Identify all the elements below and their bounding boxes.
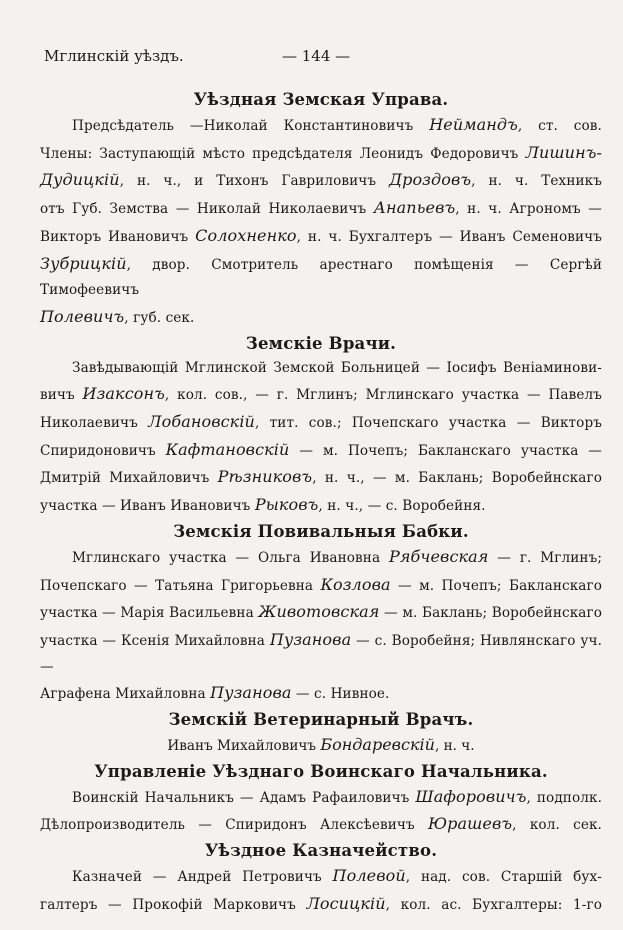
text-line: Казначей — Андрей Петровичъ Полевой, над. сов. Старшій бух-: [72, 866, 602, 886]
text-line: вичъ Изаксонъ, кол. сов., — г. Мглинъ; Мглинскаго участка — Павелъ: [40, 384, 603, 404]
text-line: Полевичъ, губ. сек.: [40, 306, 195, 326]
text-line: Мглинскаго участка — Ольга Ивановна Рябчевская — г. Мглинъ;: [72, 546, 602, 566]
person-surname: Кафтановскій: [165, 439, 290, 459]
section-zemskaya-uprava: [40, 88, 602, 332]
section-veterinarny-vrach: [40, 708, 602, 760]
text-line: отъ Губ. Земства — Николай Николаевичъ Анапьевъ, н. ч. Агрономъ —: [40, 198, 602, 218]
section-kaznacheystvo: [40, 839, 602, 918]
text-line: Николаевичъ Лобановскій, тит. сов.; Почепскаго участка — Викторъ: [40, 412, 602, 432]
text-line: галтеръ — Прокофій Марковичъ Лосицкій, кол. ас. Бухгалтеры: 1-го: [40, 893, 603, 913]
text-line: Воинскій Начальникъ — Адамъ Рафаиловичъ Шафоровичъ, подполк.: [72, 786, 602, 806]
section-title: Уѣздное Казначейство.: [204, 841, 438, 861]
text-line: Члены: Заступающій мѣсто предсѣдателя Леонидъ Федоровичъ Лишинъ-: [40, 142, 602, 162]
text-line: Дѣлопроизводитель — Спиридонъ Алексѣевичъ Юрашевъ, кол. сек.: [40, 814, 602, 834]
person-surname: Зубрицкій: [40, 253, 127, 273]
person-surname: Дроздовъ: [389, 170, 472, 190]
person-surname: Лобановскій: [148, 412, 255, 432]
person-surname: Животовская: [258, 602, 380, 622]
page-header: [44, 46, 583, 66]
person-surname: Лишинъ-: [525, 142, 602, 162]
person-surname: Дудицкій: [40, 170, 120, 190]
section-title: Земскіе Врачи.: [245, 333, 397, 353]
text-line: Аграфена Михайловна Пузанова — с. Нивное.: [40, 683, 390, 703]
section-title: Земскій Ветеринарный Врачъ.: [168, 710, 474, 730]
person-surname: Солохненко: [195, 225, 297, 245]
person-surname: Лосицкій: [306, 893, 386, 913]
section-voinsky-nachalnik: [40, 760, 602, 839]
text-line: Спиридоновичъ Кафтановскій — м. Почепъ; Бакланскаго участка —: [40, 439, 603, 459]
text-line: Викторъ Ивановичъ Солохненко, н. ч. Бухгалтеръ — Иванъ Семеновичъ: [40, 225, 602, 245]
page-number: — 144 —: [282, 47, 351, 65]
text-line: Почепскаго — Татьяна Григорьевна Козлова — м. Почепъ; Бакланскаго: [40, 574, 602, 594]
person-surname: Юрашевъ: [427, 814, 513, 834]
text-line: Предсѣдатель —Николай Константиновичъ Неймандъ, ст. сов.: [72, 115, 602, 134]
person-surname: Шафоровичъ: [415, 786, 527, 806]
person-surname: Полевой: [332, 866, 406, 886]
text-line: Иванъ Михайловичъ Бондаревскій, н. ч.: [167, 735, 475, 755]
person-surname: Рябчевская: [388, 546, 489, 566]
text-line: участка — Ксенія Михайловна Пузанова — с. Воробейня; Нивлянскаго уч. —: [40, 629, 602, 675]
person-surname: Рѣзниковъ: [217, 467, 313, 487]
person-surname: Рыковъ: [254, 495, 319, 515]
text-line: Дмитрій Михайловичъ Рѣзниковъ, н. ч., — м. Баклань; Воробейнскаго: [40, 467, 602, 487]
page-body: [40, 88, 602, 919]
person-surname: Пузанова: [269, 629, 352, 649]
text-line: участка — Марія Васильевна Животовская — м. Баклань; Воробейнскаго: [40, 602, 602, 622]
person-surname: Козлова: [320, 574, 391, 594]
person-surname: Пузанова: [210, 683, 292, 703]
section-title: Земскія Повивальныя Бабки.: [173, 521, 469, 541]
text-line: участка — Иванъ Ивановичъ Рыковъ, н. ч., — с. Воробейня.: [40, 495, 486, 515]
section-povivalnye-babki: [40, 520, 602, 708]
person-surname: Анапьевъ: [373, 198, 456, 218]
person-surname: Бондаревскій: [320, 735, 435, 755]
section-title: Управленіе Уѣзднаго Воинскаго Начальника.: [94, 761, 548, 781]
section-title: Уѣздная Земская Управа.: [193, 90, 449, 109]
section-zemskie-vrachi: [40, 332, 602, 520]
text-line: Завѣдывающій Мглинской Земской Больницей — Іосифъ Веніаминови-: [72, 359, 602, 376]
text-line: Дудицкій, н. ч., и Тихонъ Гавриловичъ Дроздовъ, н. ч. Техникъ: [40, 170, 602, 190]
running-title: Мглинскій уѣздъ.: [44, 47, 184, 65]
text-line: Зубрицкій, двор. Смотритель арестнаго помѣщенія — Сергѣй Тимофеевичъ: [40, 253, 602, 299]
person-surname: Неймандъ: [429, 115, 518, 134]
person-surname: Изаксонъ: [82, 384, 165, 404]
person-surname: Полевичъ: [40, 306, 125, 326]
